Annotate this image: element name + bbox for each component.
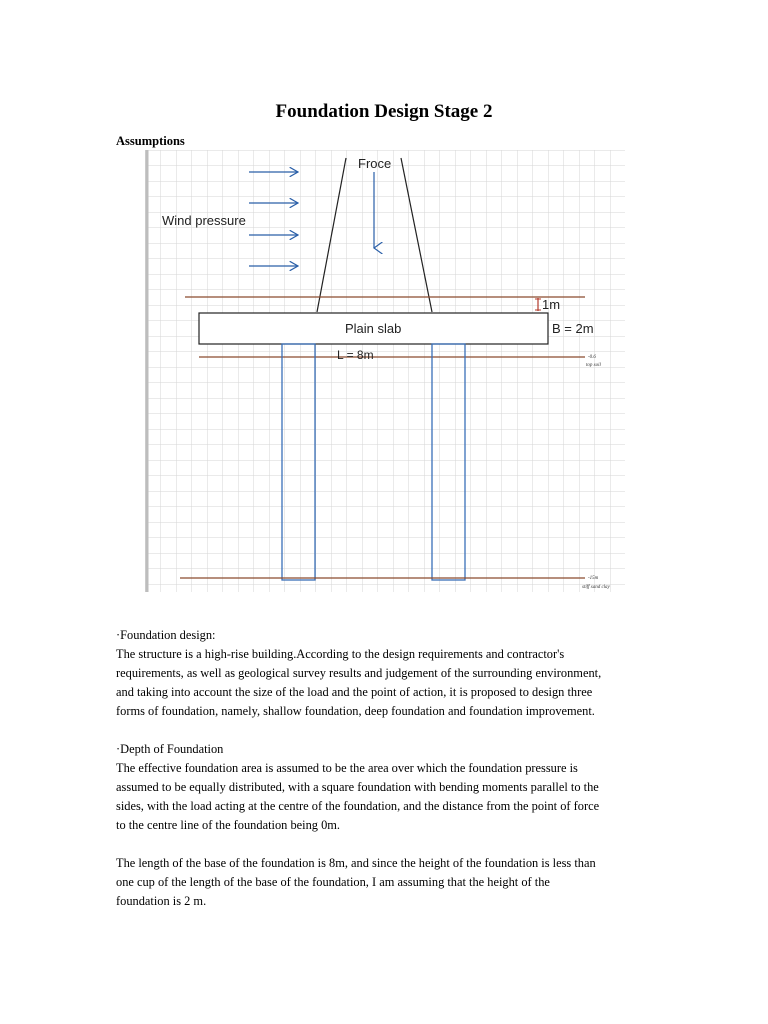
paragraph-line: The structure is a high-rise building.According to the design requirements and contractor's (116, 647, 565, 661)
lower-note-depth: -15m (588, 576, 599, 581)
depth-label: 1m (542, 297, 561, 312)
width-label: B = 2m (552, 321, 594, 336)
foundation-diagram-svg (145, 150, 625, 592)
paragraph-line: to the centre line of the foundation being 0m. (116, 818, 340, 832)
force-label: Froce (358, 156, 392, 171)
paragraph-line: sides, with the load acting at the centre of the foundation, and the distance from the point of force (116, 799, 600, 813)
upper-note-soil: top soil (586, 363, 601, 368)
paragraph-line: The length of the base of the foundation is 8m, and since the height of the foundation is less than (116, 856, 596, 870)
paragraph-line: forms of foundation, namely, shallow foundation, deep foundation and foundation improvement. (116, 704, 595, 718)
assumptions-heading: Assumptions (116, 134, 185, 148)
section-heading-foundation-design: ·Foundation design: (116, 628, 216, 642)
foundation-diagram (145, 150, 625, 592)
paragraph-line: and taking into account the size of the load and the point of action, it is proposed to design three (116, 685, 593, 699)
upper-note-depth: -0.6 (588, 355, 596, 360)
wind-pressure-label: Wind pressure (162, 213, 246, 228)
paragraph-line: foundation is 2 m. (116, 894, 207, 908)
plain-slab-label: Plain slab (345, 321, 402, 336)
paragraph-line: requirements, as well as geological survey results and judgement of the surrounding environment, (116, 666, 602, 680)
body-text (116, 626, 656, 911)
section-heading-depth-of-foundation: ·Depth of Foundation (116, 742, 224, 756)
paragraph-line: The effective foundation area is assumed to be the area over which the foundation pressure is (116, 761, 578, 775)
paragraph-line: one cup of the length of the base of the foundation, I am assuming that the height of the (116, 875, 550, 889)
paragraph-gap (116, 835, 656, 854)
paragraph-gap (116, 721, 656, 740)
page-title: Foundation Design Stage 2 (275, 101, 493, 122)
lower-note-soil: stiff sand clay (582, 585, 610, 590)
length-label: L = 8m (337, 348, 374, 362)
paragraph-line: assumed to be equally distributed, with a square foundation with bending moments parallel to the (116, 780, 599, 794)
